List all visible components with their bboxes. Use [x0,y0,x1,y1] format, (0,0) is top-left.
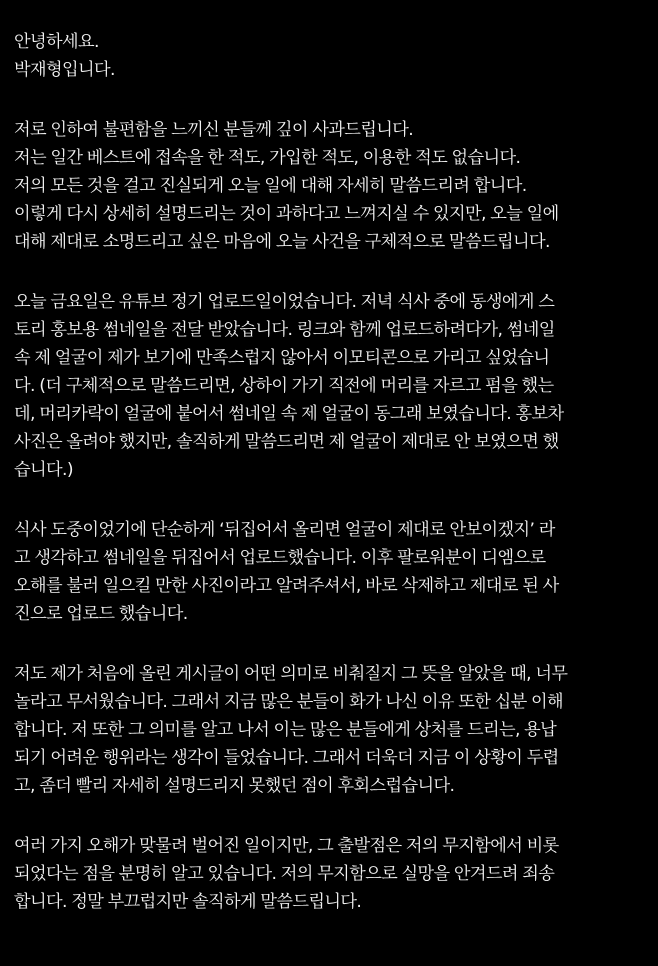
paragraph-realization [14,660,654,800]
text-line: 저도 제가 처음에 올린 게시글이 어떤 의미로 비춰질지 그 뜻을 알았을 때, 너무 [14,664,568,684]
paragraph-upload [14,516,654,628]
text-line: 이렇게 다시 상세히 설명드리는 것이 과하다고 느껴지실 수 있지만, 오늘 일에 [14,204,559,224]
paragraph-gap [14,628,654,660]
text-line: 속 제 얼굴이 제가 보기에 만족스럽지 않아서 이모티콘으로 가리고 싶었습니 [14,348,550,368]
paragraph-gap [14,84,654,116]
paragraph-apology [14,116,654,256]
text-line: 다. (더 구체적으로 말씀드리면, 상하이 가기 직전에 머리를 자르고 펌을 했는 [14,376,554,396]
paragraph-closing [14,832,654,916]
text-line: 고 생각하고 썸네일을 뒤집어서 업로드했습니다. 이후 팔로워분이 디엠으로 [14,548,546,568]
statement-document [14,28,654,916]
text-line: 되기 어려운 행위라는 생각이 들었습니다. 그래서 더욱더 지금 이 상황이 두렵 [14,748,559,768]
text-line: 저는 일간 베스트에 접속을 한 적도, 가입한 적도, 이용한 적도 없습니다. [14,148,521,168]
text-line: 대해 제대로 소명드리고 싶은 마음에 오늘 사건을 구체적으로 말씀드립니다. [14,232,550,252]
paragraph-gap [14,256,654,288]
text-line: 데, 머리카락이 얼굴에 붙어서 썸네일 속 제 얼굴이 동그래 보였습니다. 홍보차 [14,404,564,424]
text-line: 합니다. 정말 부끄럽지만 솔직하게 말씀드립니다. [14,892,362,912]
text-line: 안녕하세요. [14,32,99,52]
text-line: 고, 좀더 빨리 자세히 설명드리지 못했던 점이 후회스럽습니다. [14,776,455,796]
text-line: 오해를 불러 일으킬 만한 사진이라고 알려주셔서, 바로 삭제하고 제대로 된 사 [14,576,559,596]
text-line: 오늘 금요일은 유튜브 정기 업로드일이었습니다. 저녁 식사 중에 동생에게 스 [14,292,555,312]
paragraph-greeting [14,28,654,84]
text-line: 진으로 업로드 했습니다. [14,604,188,624]
paragraph-gap [14,484,654,516]
text-line: 토리 홍보용 썸네일을 전달 받았습니다. 링크와 함께 업로드하려다가, 썸네일 [14,320,555,340]
text-line: 사진은 올려야 했지만, 솔직하게 말씀드리면 제 얼굴이 제대로 안 보였으면 했 [14,432,559,452]
text-line: 합니다. 저 또한 그 의미를 알고 나서 이는 많은 분들에게 상처를 드리는, 용납 [14,720,557,740]
text-line: 놀라고 무서웠습니다. 그래서 지금 많은 분들이 화가 나신 이유 또한 십분 이해 [14,692,563,712]
text-line: 습니다.) [14,460,73,480]
text-line: 저의 모든 것을 걸고 진실되게 오늘 일에 대해 자세히 말씀드리려 합니다. [14,176,527,196]
paragraph-incident [14,288,654,484]
text-line: 식사 도중이었기에 단순하게 ‘뒤집어서 올리면 얼굴이 제대로 안보이겠지’ 라 [14,520,555,540]
text-line: 되었다는 점을 분명히 알고 있습니다. 저의 무지함으로 실망을 안겨드려 죄송 [14,864,555,884]
text-line: 박재형입니다. [14,60,115,80]
paragraph-gap [14,800,654,832]
text-line: 저로 인하여 불편함을 느끼신 분들께 깊이 사과드립니다. [14,120,414,140]
text-line: 여러 가지 오해가 맞물려 벌어진 일이지만, 그 출발점은 저의 무지함에서 비롯 [14,836,559,856]
